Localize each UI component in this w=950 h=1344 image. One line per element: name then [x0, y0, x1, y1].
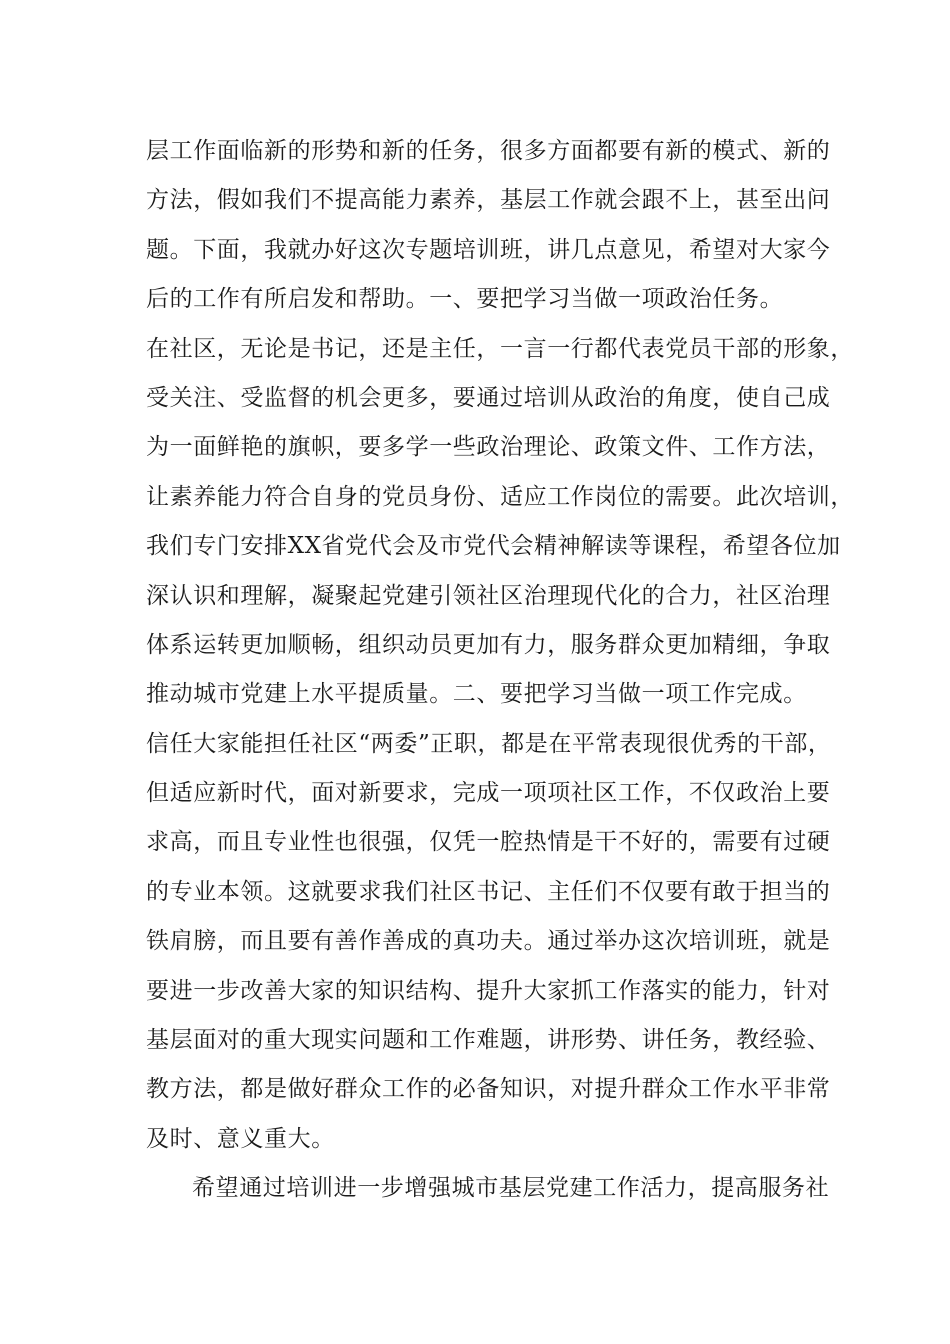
text-line: 深认识和理解，凝聚起党建引领社区治理现代化的合力，社区治理 — [146, 582, 831, 609]
text-line: 要进一步改善大家的知识结构、提升大家抓工作落实的能力，针对 — [146, 977, 831, 1004]
text-line: 信任大家能担任社区“两委”正职，都是在平常表现很优秀的干部， — [146, 730, 832, 757]
text-line: 方法，假如我们不提高能力素养，基层工作就会跟不上，甚至出问 — [146, 187, 831, 214]
text-line: 我们专门安排XX省党代会及市党代会精神解读等课程，希望各位加 — [146, 533, 841, 560]
text-line: 受关注、受监督的机会更多，要通过培训从政治的角度，使自己成 — [146, 384, 831, 411]
paragraph — [146, 127, 854, 1164]
text-line: 为一面鲜艳的旗帜，要多学一些政治理论、政策文件、工作方法， — [146, 434, 831, 461]
text-line: 求高，而且专业性也很强，仅凭一腔热情是干不好的，需要有过硬 — [146, 829, 831, 856]
text-line: 题。下面，我就办好这次专题培训班，讲几点意见，希望对大家今 — [146, 236, 831, 263]
text-line: 层工作面临新的形势和新的任务，很多方面都要有新的模式、新的 — [146, 138, 831, 164]
text-line: 让素养能力符合自身的党员身份、适应工作岗位的需要。此次培训， — [146, 483, 854, 510]
paragraph — [146, 1164, 830, 1213]
text-line: 教方法，都是做好群众工作的必备知识，对提升群众工作水平非常 — [146, 1076, 831, 1103]
body-text — [146, 127, 854, 1214]
text-line: 在社区，无论是书记，还是主任，一言一行都代表党员干部的形象， — [146, 335, 854, 362]
text-line: 体系运转更加顺畅，组织动员更加有力，服务群众更加精细，争取 — [146, 631, 831, 658]
text-line: 铁肩膀，而且要有善作善成的真功夫。通过举办这次培训班，就是 — [146, 928, 831, 955]
text-line: 后的工作有所启发和帮助。一、要把学习当做一项政治任务。 — [146, 286, 784, 313]
text-line: 的专业本领。这就要求我们社区书记、主任们不仅要有敢于担当的 — [146, 878, 831, 905]
text-line: 基层面对的重大现实问题和工作难题，讲形势、讲任务，教经验、 — [146, 1027, 831, 1054]
text-line: 但适应新时代，面对新要求，完成一项项社区工作，不仅政治上要 — [146, 780, 831, 807]
text-line: 及时、意义重大。 — [146, 1125, 335, 1152]
text-line: 推动城市党建上水平提质量。二、要把学习当做一项工作完成。 — [146, 681, 807, 708]
text-line: 希望通过培训进一步增强城市基层党建工作活力，提高服务社 — [192, 1175, 830, 1202]
